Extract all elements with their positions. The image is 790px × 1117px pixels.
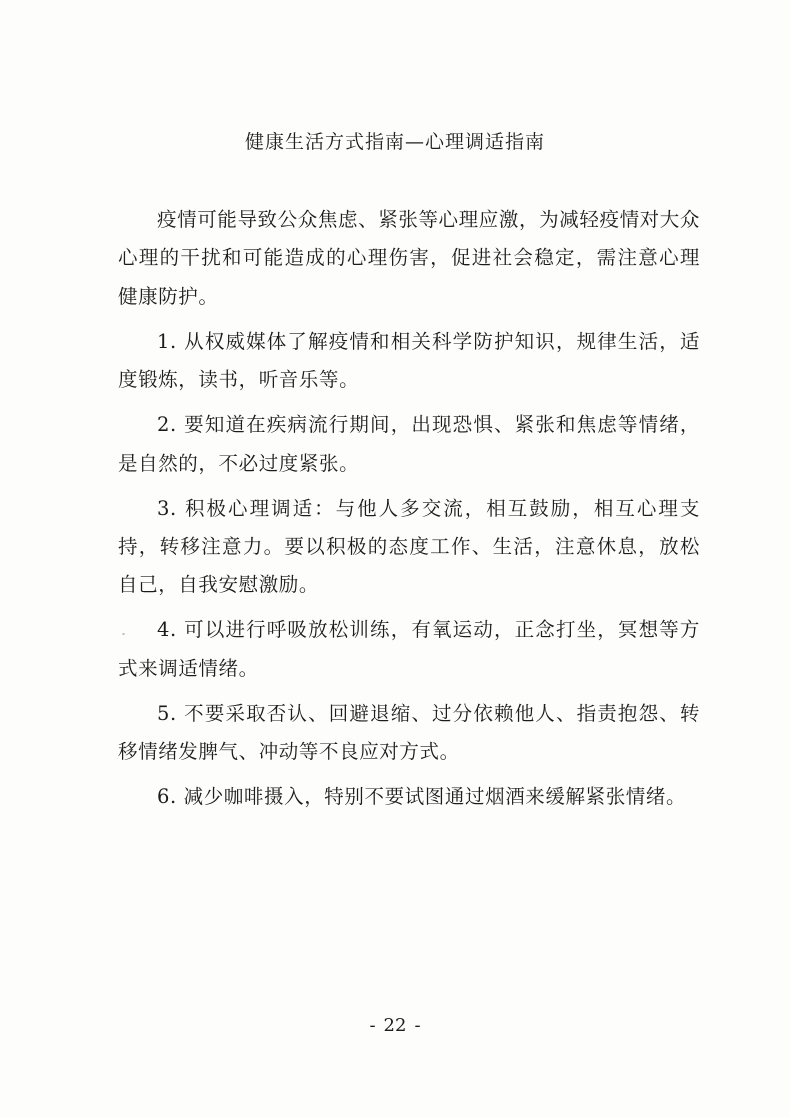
page-number-dash-left: - bbox=[369, 1015, 376, 1036]
list-item: 1. 从权威媒体了解疫情和相关科学防护知识，规律生活，适度锻炼，读书，听音乐等。 bbox=[118, 329, 700, 392]
intro-paragraph: 疫情可能导致公众焦虑、紧张等心理应激，为减轻疫情对大众心理的干扰和可能造成的心理伤害，促进社会稳定，需注意心理健康防护。 bbox=[118, 208, 700, 308]
scan-speck bbox=[122, 633, 125, 635]
list-item: 2. 要知道在疾病流行期间，出现恐惧、紧张和焦虑等情绪，是自然的，不必过度紧张。 bbox=[118, 413, 700, 475]
page-number bbox=[0, 1014, 790, 1038]
list-item: 6. 减少咖啡摄入，特别不要试图通过烟酒来缓解紧张情绪。 bbox=[157, 785, 687, 809]
page-number-dash-right: - bbox=[414, 1015, 421, 1036]
list-item: 5. 不要采取否认、回避退缩、过分依赖他人、指责抱怨、转移情绪发脾气、冲动等不良应对方式。 bbox=[118, 701, 700, 764]
document-body bbox=[118, 201, 700, 823]
document-title: 健康生活方式指南—心理调适指南 bbox=[244, 131, 545, 153]
list-item: 3. 积极心理调适：与他人多交流，相互鼓励，相互心理支持，转移注意力。要以积极的态度工作、生活，注意休息，放松自己，自我安慰激励。 bbox=[118, 496, 700, 597]
page-number-value: 22 bbox=[383, 1015, 407, 1036]
list-item: 4. 可以进行呼吸放松训练，有氧运动，正念打坐，冥想等方式来调适情绪。 bbox=[118, 618, 700, 680]
